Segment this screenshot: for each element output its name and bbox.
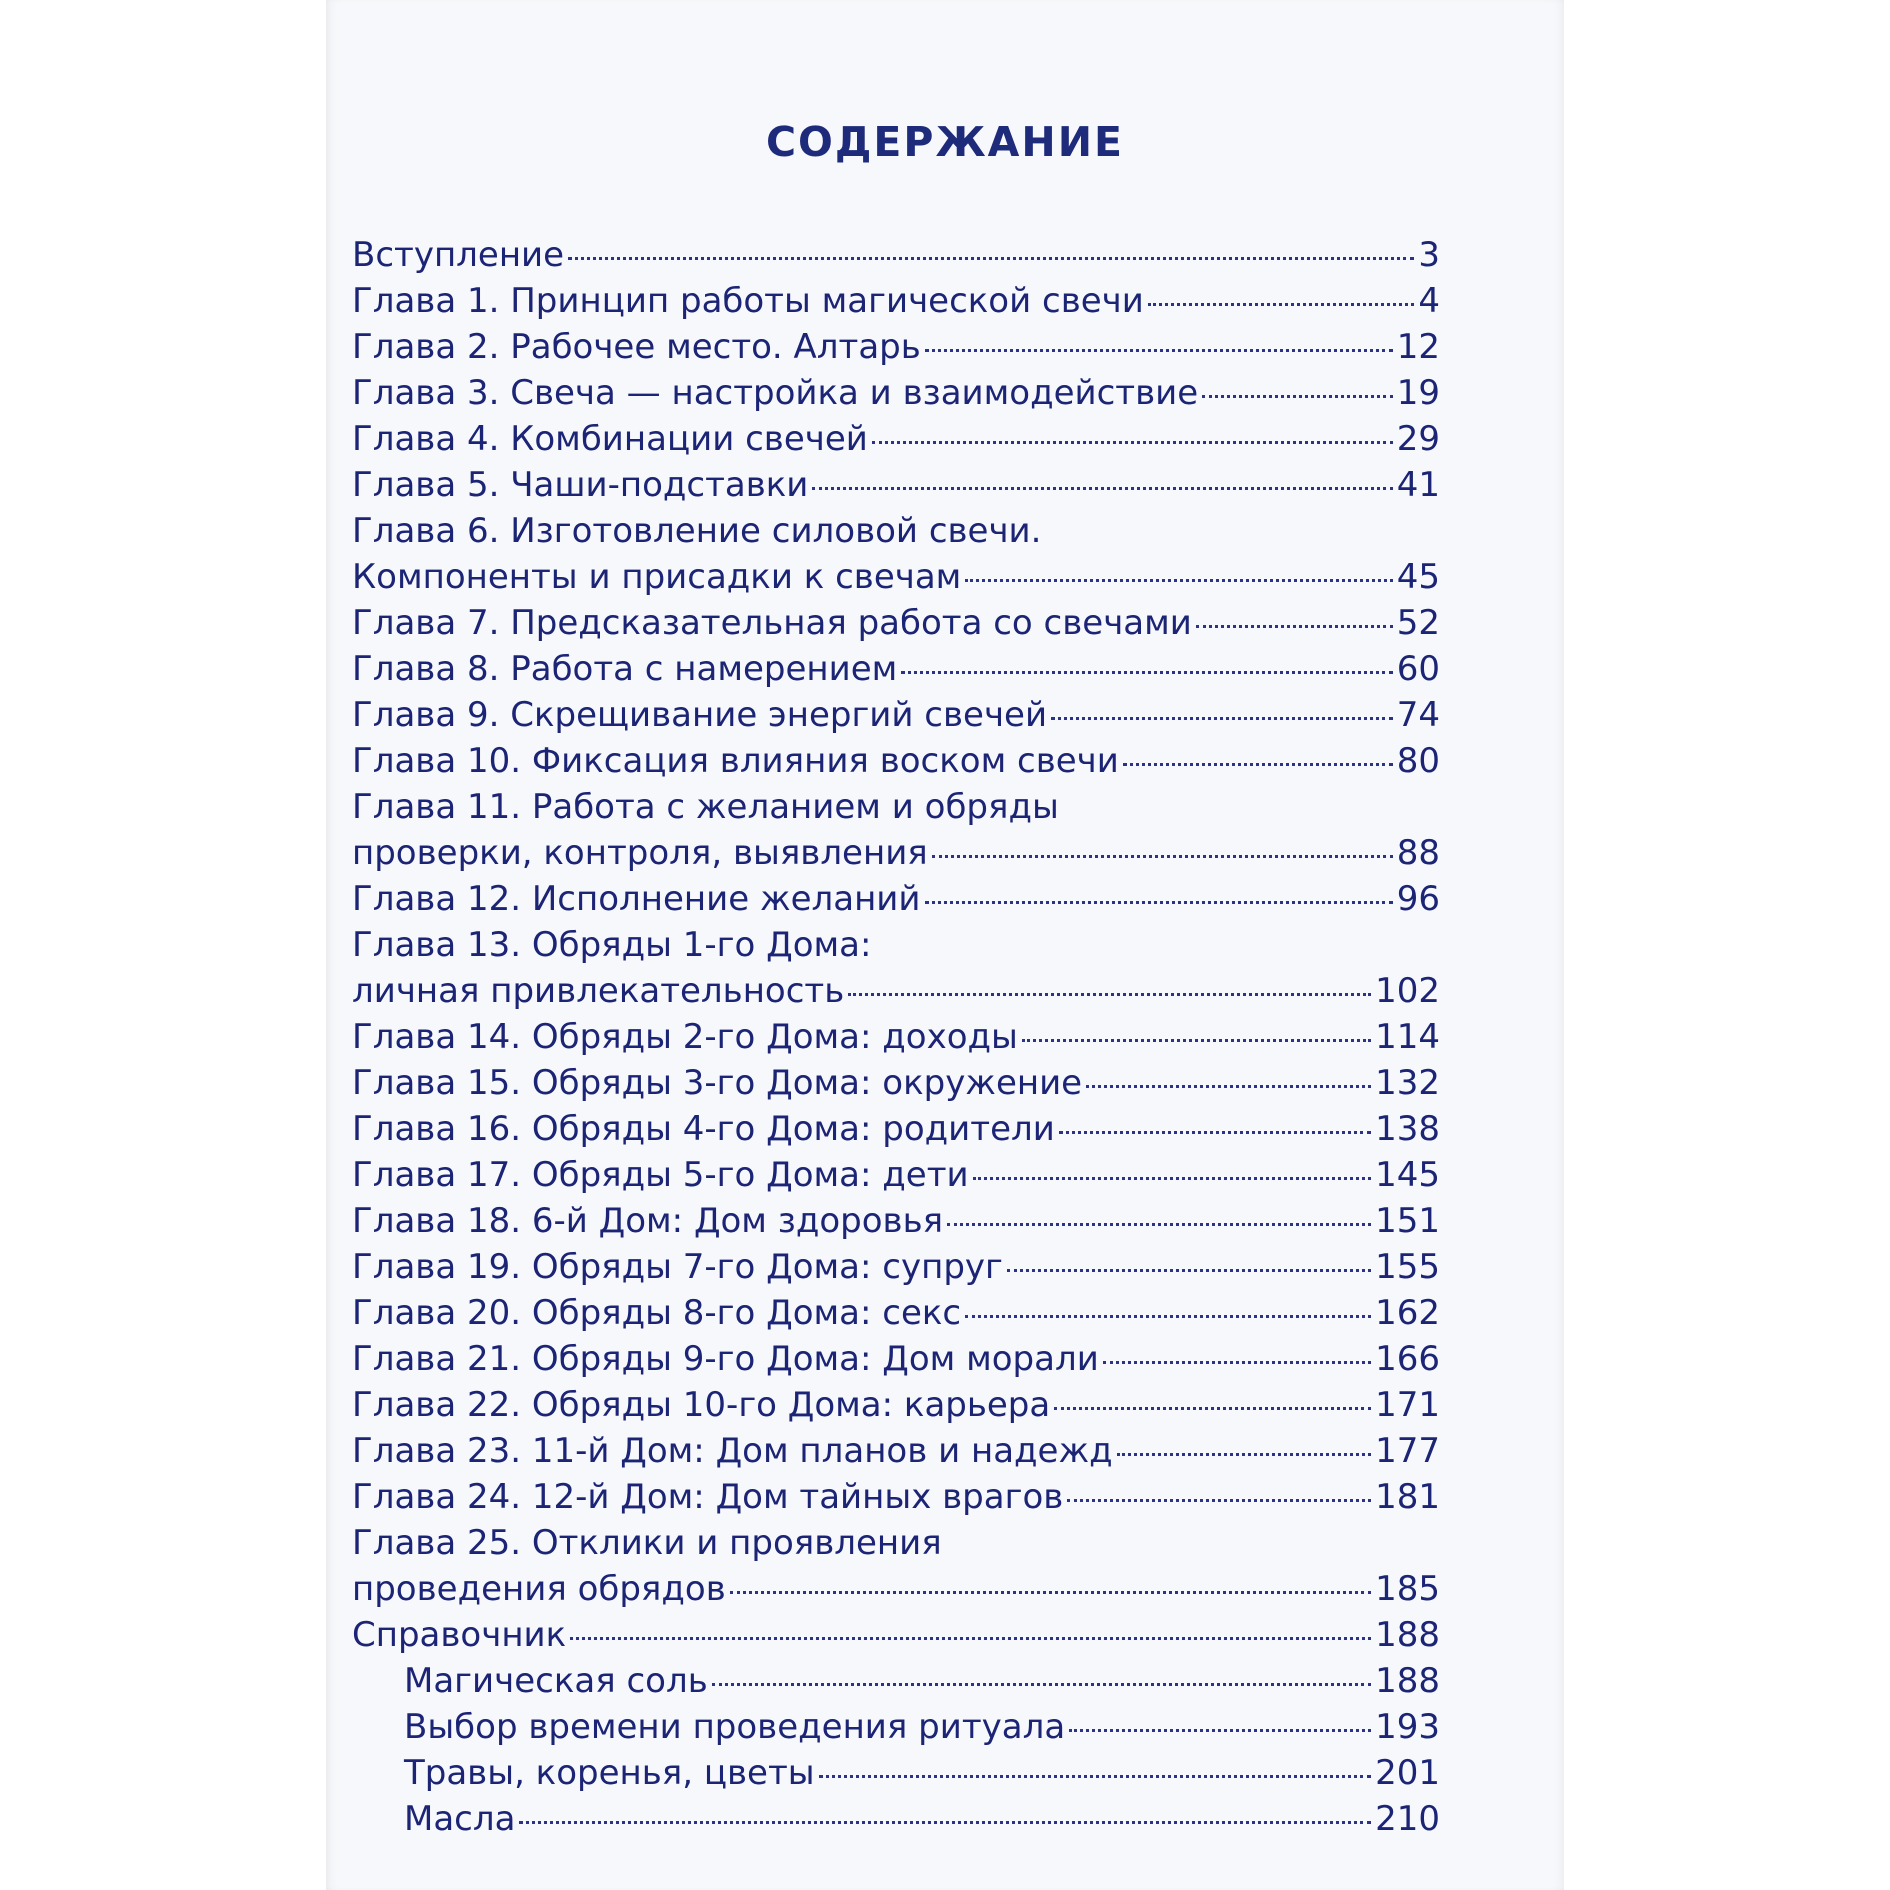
dot-leader (712, 1683, 1371, 1686)
toc-entry-label: Глава 10. Фиксация влияния воском свечи (352, 741, 1119, 781)
toc-entry-label: Глава 1. Принцип работы магической свечи (352, 281, 1144, 321)
toc-entry-page: 96 (1396, 879, 1440, 919)
toc-entry-label: Глава 5. Чаши-подставки (352, 465, 809, 505)
toc-entry (352, 646, 1440, 692)
toc-entry (352, 830, 1440, 876)
toc-entry-page: 74 (1396, 695, 1440, 735)
toc-subentry (352, 1750, 1440, 1796)
toc-entry-page: 138 (1375, 1109, 1440, 1149)
toc-entry-label: Компоненты и присадки к свечам (352, 557, 962, 597)
toc-entry-label: Масла (404, 1799, 516, 1839)
toc-entry-page: 188 (1375, 1661, 1440, 1701)
toc-entry-page: 12 (1396, 327, 1440, 367)
toc-entry (352, 1336, 1440, 1382)
dot-leader (1148, 303, 1415, 306)
toc-entry-label: Глава 2. Рабочее место. Алтарь (352, 327, 921, 367)
toc-entry-label: Глава 17. Обряды 5-го Дома: дети (352, 1155, 969, 1195)
toc-subentry (352, 1658, 1440, 1704)
dot-leader (1069, 1729, 1371, 1732)
toc-entry-label: Глава 18. 6-й Дом: Дом здоровья (352, 1201, 944, 1241)
toc-entry-label: Глава 7. Предсказательная работа со свечами (352, 603, 1192, 643)
toc-entry (352, 1244, 1440, 1290)
dot-leader (965, 1315, 1371, 1318)
toc-entry (352, 1382, 1440, 1428)
toc-entry (352, 1060, 1440, 1106)
toc-entry-page: 162 (1375, 1293, 1440, 1333)
dot-leader (1117, 1453, 1371, 1456)
dot-leader (973, 1177, 1371, 1180)
toc-entry-first-line: Глава 25. Отклики и проявления (352, 1523, 942, 1563)
toc-entry (352, 876, 1440, 922)
toc-entry-label: Глава 9. Скрещивание энергий свечей (352, 695, 1048, 735)
toc-entry-label: Глава 8. Работа с намерением (352, 649, 898, 689)
toc-entry-label: Глава 19. Обряды 7-го Дома: супруг (352, 1247, 1003, 1287)
toc-entry-page: 60 (1396, 649, 1440, 689)
toc-entry-page: 132 (1375, 1063, 1440, 1103)
dot-leader (1007, 1269, 1371, 1272)
toc-entry-page: 102 (1375, 971, 1440, 1011)
toc-entry-label: Глава 23. 11-й Дом: Дом планов и надежд (352, 1431, 1113, 1471)
toc-entry (352, 968, 1440, 1014)
toc-entry (352, 1106, 1440, 1152)
toc-entry (352, 1612, 1440, 1658)
toc-entry (352, 278, 1440, 324)
toc-entry-page: 80 (1396, 741, 1440, 781)
dot-leader (1103, 1361, 1371, 1364)
toc-entry (352, 232, 1440, 278)
toc-entry-page: 41 (1396, 465, 1440, 505)
dot-leader (819, 1775, 1371, 1778)
toc-entry-page: 19 (1396, 373, 1440, 413)
toc-entry (352, 370, 1440, 416)
dot-leader (1051, 717, 1393, 720)
dot-leader (1086, 1085, 1371, 1088)
toc-entry-page: 145 (1375, 1155, 1440, 1195)
toc-entry-page: 52 (1396, 603, 1440, 643)
toc-entry-first-line: Глава 13. Обряды 1-го Дома: (352, 925, 872, 965)
dot-leader (1123, 763, 1393, 766)
toc-entry-first-line: Глава 11. Работа с желанием и обряды (352, 787, 1059, 827)
book-page (326, 0, 1564, 1890)
toc-entry-label: Магическая соль (404, 1661, 708, 1701)
toc-entry-label: Глава 12. Исполнение желаний (352, 879, 921, 919)
toc-subentry (352, 1704, 1440, 1750)
toc-entry-page: 166 (1375, 1339, 1440, 1379)
toc-entry-page: 45 (1396, 557, 1440, 597)
toc-entry-page: 181 (1375, 1477, 1440, 1517)
toc-entry-label: проведения обрядов (352, 1569, 726, 1609)
toc-entry-page: 185 (1375, 1569, 1440, 1609)
toc-entry-label: Глава 20. Обряды 8-го Дома: секс (352, 1293, 962, 1333)
dot-leader (1067, 1499, 1371, 1502)
dot-leader (812, 487, 1392, 490)
toc-entry-label: Глава 24. 12-й Дом: Дом тайных врагов (352, 1477, 1064, 1517)
toc-entry-label: Глава 16. Обряды 4-го Дома: родители (352, 1109, 1055, 1149)
dot-leader (730, 1591, 1371, 1594)
dot-leader (901, 671, 1392, 674)
toc-entry-page: 4 (1418, 281, 1440, 321)
toc-entry-page: 155 (1375, 1247, 1440, 1287)
toc-entry (352, 1014, 1440, 1060)
page-title: СОДЕРЖАНИЕ (765, 118, 1125, 166)
dot-leader (932, 855, 1393, 858)
toc-entry (352, 554, 1440, 600)
toc-entry-page: 114 (1375, 1017, 1440, 1057)
toc-entry-first-line: Глава 6. Изготовление силовой свечи. (352, 511, 1042, 551)
dot-leader (1202, 395, 1393, 398)
dot-leader (1022, 1039, 1371, 1042)
toc-entry-label: Травы, коренья, цветы (404, 1753, 815, 1793)
toc-entry (352, 1152, 1440, 1198)
toc-entry-label: Справочник (352, 1615, 567, 1655)
toc-entry-page: 193 (1375, 1707, 1440, 1747)
toc-entry-label: Глава 15. Обряды 3-го Дома: окружение (352, 1063, 1083, 1103)
dot-leader (519, 1821, 1371, 1824)
dot-leader (947, 1223, 1371, 1226)
toc-entry (352, 1198, 1440, 1244)
toc-entry-label: Выбор времени проведения ритуала (404, 1707, 1066, 1747)
toc-entry-label: Глава 3. Свеча — настройка и взаимодействие (352, 373, 1199, 413)
toc-entry-page: 188 (1375, 1615, 1440, 1655)
toc-entry (352, 1290, 1440, 1336)
dot-leader (848, 993, 1371, 996)
toc-entry (352, 692, 1440, 738)
toc-entry-page: 29 (1396, 419, 1440, 459)
toc-entry (352, 462, 1440, 508)
toc-entry (352, 416, 1440, 462)
toc-entry (352, 324, 1440, 370)
toc-entry-page: 88 (1396, 833, 1440, 873)
toc-entry-page: 3 (1418, 235, 1440, 275)
table-of-contents (352, 232, 1440, 1842)
toc-entry-label: личная привлекательность (352, 971, 845, 1011)
dot-leader (570, 1637, 1371, 1640)
toc-entry-page: 171 (1375, 1385, 1440, 1425)
toc-entry (352, 1566, 1440, 1612)
dot-leader (872, 441, 1393, 444)
toc-entry-label: Вступление (352, 235, 565, 275)
dot-leader (965, 579, 1392, 582)
toc-entry (352, 738, 1440, 784)
toc-entry (352, 1474, 1440, 1520)
dot-leader (1054, 1407, 1371, 1410)
toc-entry (352, 1428, 1440, 1474)
toc-entry-label: Глава 22. Обряды 10-го Дома: карьера (352, 1385, 1051, 1425)
dot-leader (1196, 625, 1393, 628)
toc-entry-page: 201 (1375, 1753, 1440, 1793)
toc-entry-label: проверки, контроля, выявления (352, 833, 928, 873)
toc-entry (352, 600, 1440, 646)
toc-entry-page: 210 (1375, 1799, 1440, 1839)
toc-entry-page: 151 (1375, 1201, 1440, 1241)
toc-subentry (352, 1796, 1440, 1842)
toc-entry-label: Глава 4. Комбинации свечей (352, 419, 868, 459)
dot-leader (925, 901, 1393, 904)
dot-leader (925, 349, 1393, 352)
toc-entry-page: 177 (1375, 1431, 1440, 1471)
toc-entry-label: Глава 14. Обряды 2-го Дома: доходы (352, 1017, 1018, 1057)
dot-leader (1059, 1131, 1371, 1134)
toc-entry-label: Глава 21. Обряды 9-го Дома: Дом морали (352, 1339, 1099, 1379)
dot-leader (568, 257, 1414, 260)
